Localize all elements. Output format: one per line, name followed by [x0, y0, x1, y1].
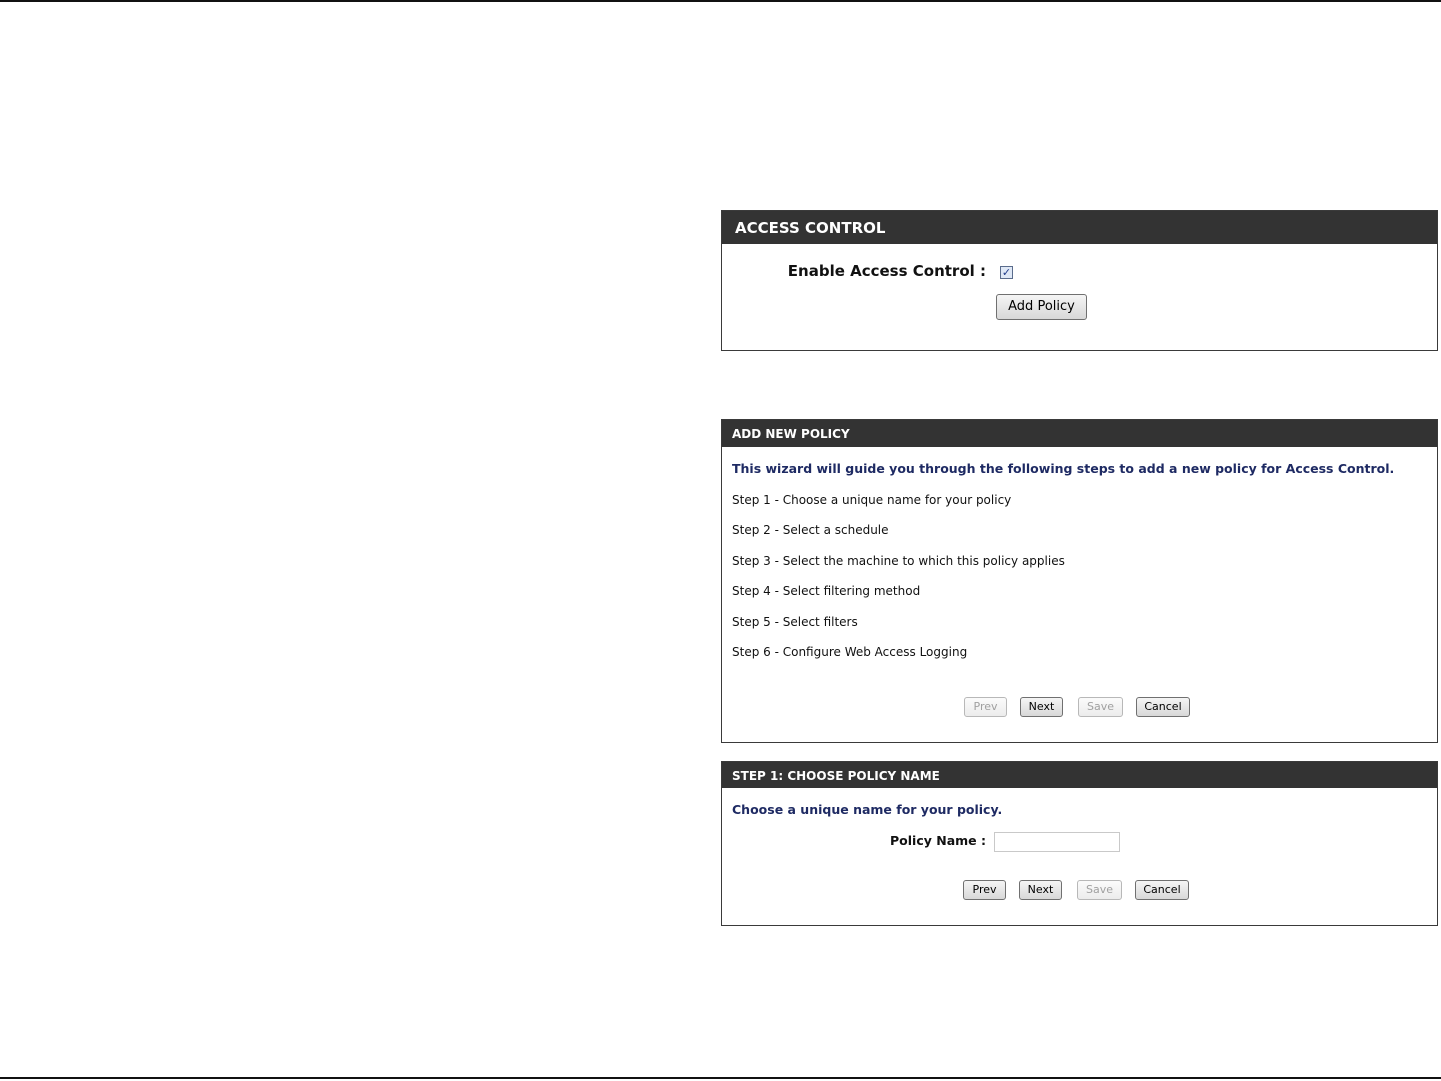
enable-access-control-checkbox[interactable]	[1000, 266, 1013, 279]
step1-policy-name-panel	[721, 761, 1438, 926]
step-item: Step 5 - Select filters	[732, 615, 858, 629]
next-button[interactable]: Next	[1019, 880, 1062, 900]
wizard-intro-text: This wizard will guide you through the following steps to add a new policy for Access Control.	[732, 461, 1395, 476]
next-button[interactable]: Next	[1020, 697, 1063, 717]
cancel-button[interactable]: Cancel	[1136, 697, 1190, 717]
step-item: Step 4 - Select filtering method	[732, 584, 921, 598]
checkmark-icon: ✓	[1001, 266, 1012, 279]
enable-access-control-label: Enable Access Control :	[787, 262, 986, 280]
add-new-policy-header: ADD NEW POLICY	[722, 420, 1437, 447]
add-policy-button[interactable]: Add Policy	[996, 294, 1087, 320]
top-rule	[0, 0, 1441, 2]
policy-name-label: Policy Name :	[890, 833, 986, 848]
prev-button[interactable]: Prev	[963, 880, 1006, 900]
policy-name-input[interactable]	[994, 832, 1120, 852]
step-item: Step 1 - Choose a unique name for your policy	[732, 493, 1012, 507]
step-item: Step 3 - Select the machine to which this policy applies	[732, 554, 1065, 568]
step-item: Step 2 - Select a schedule	[732, 523, 889, 537]
save-button[interactable]: Save	[1078, 697, 1123, 717]
step1-header: STEP 1: CHOOSE POLICY NAME	[722, 762, 1437, 788]
add-new-policy-panel	[721, 419, 1438, 743]
access-control-header: ACCESS CONTROL	[722, 211, 1437, 244]
access-control-panel	[721, 210, 1438, 351]
cancel-button[interactable]: Cancel	[1135, 880, 1189, 900]
save-button[interactable]: Save	[1077, 880, 1122, 900]
step-item: Step 6 - Configure Web Access Logging	[732, 645, 968, 659]
step1-instruction: Choose a unique name for your policy.	[732, 802, 1003, 817]
bottom-rule	[0, 1077, 1441, 1079]
prev-button[interactable]: Prev	[964, 697, 1007, 717]
